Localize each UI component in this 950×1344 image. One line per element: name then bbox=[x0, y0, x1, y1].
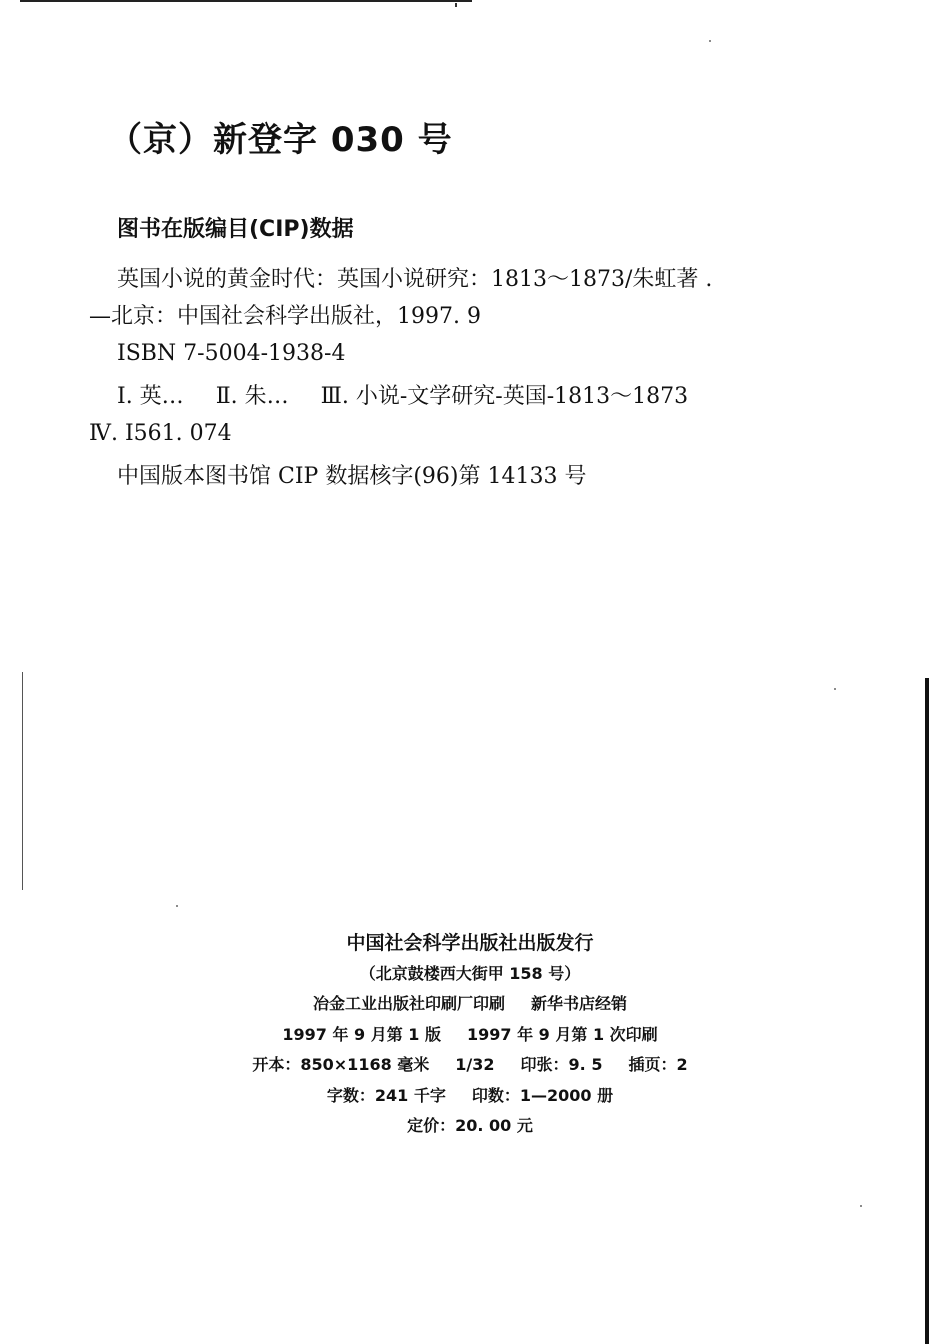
imprint-size: 1/32 bbox=[455, 1055, 495, 1074]
imprint-sheets: 印张：9. 5 bbox=[520, 1055, 603, 1074]
imprint-edition: 1997 年 9 月第 1 版 bbox=[282, 1024, 441, 1044]
imprint-print-run: 印数：1—2000 册 bbox=[471, 1085, 614, 1105]
imprint-format-line bbox=[200, 1050, 740, 1081]
cip-subject-1: Ⅰ. 英… bbox=[117, 384, 184, 409]
scan-speck bbox=[860, 1205, 862, 1207]
imprint-printer-line bbox=[200, 989, 740, 1020]
imprint-distributor: 新华书店经销 bbox=[531, 994, 628, 1013]
imprint-publisher: 中国社会科学出版社出版发行 bbox=[346, 932, 594, 954]
registration-number: （京）新登字 030 号 bbox=[108, 120, 453, 160]
imprint-count-line bbox=[200, 1081, 740, 1112]
cip-record-number: 中国版本图书馆 CIP 数据核字(96)第 14133 号 bbox=[117, 464, 587, 489]
cip-publisher-line: —北京：中国社会科学出版社，1997. 9 bbox=[89, 304, 481, 329]
scan-speck bbox=[176, 905, 178, 907]
scan-speck bbox=[834, 688, 836, 690]
cip-isbn: ISBN 7-5004-1938-4 bbox=[117, 341, 346, 366]
scan-edge-left bbox=[22, 672, 23, 890]
imprint-format: 开本：850×1168 毫米 bbox=[252, 1055, 430, 1074]
scan-edge-right bbox=[925, 678, 929, 1344]
cip-subject-3: Ⅲ. 小说-文学研究-英国-1813～1873 bbox=[320, 384, 689, 409]
cip-data-block bbox=[89, 215, 817, 495]
cip-title-line: 英国小说的黄金时代：英国小说研究：1813～1873/朱虹著 . bbox=[117, 267, 713, 292]
cip-heading: 图书在版编目(CIP)数据 bbox=[117, 217, 354, 242]
imprint-address: （北京鼓楼西大街甲 158 号） bbox=[359, 963, 581, 983]
cip-class-number: Ⅳ. I561. 074 bbox=[89, 421, 232, 446]
scan-speck bbox=[709, 40, 711, 42]
scan-mark bbox=[455, 3, 457, 7]
imprint-edition-line bbox=[200, 1020, 740, 1051]
imprint-plates: 插页：2 bbox=[628, 1055, 688, 1074]
imprint-block bbox=[200, 928, 740, 1142]
scan-edge-top bbox=[20, 0, 472, 2]
imprint-printer: 冶金工业出版社印刷厂印刷 bbox=[312, 994, 505, 1013]
imprint-word-count: 字数：241 千字 bbox=[326, 1085, 446, 1105]
cip-classification-line bbox=[117, 378, 817, 415]
imprint-price: 定价：20. 00 元 bbox=[407, 1116, 533, 1135]
imprint-printing: 1997 年 9 月第 1 次印刷 bbox=[467, 1024, 658, 1044]
cip-subject-2: Ⅱ. 朱… bbox=[215, 384, 289, 409]
